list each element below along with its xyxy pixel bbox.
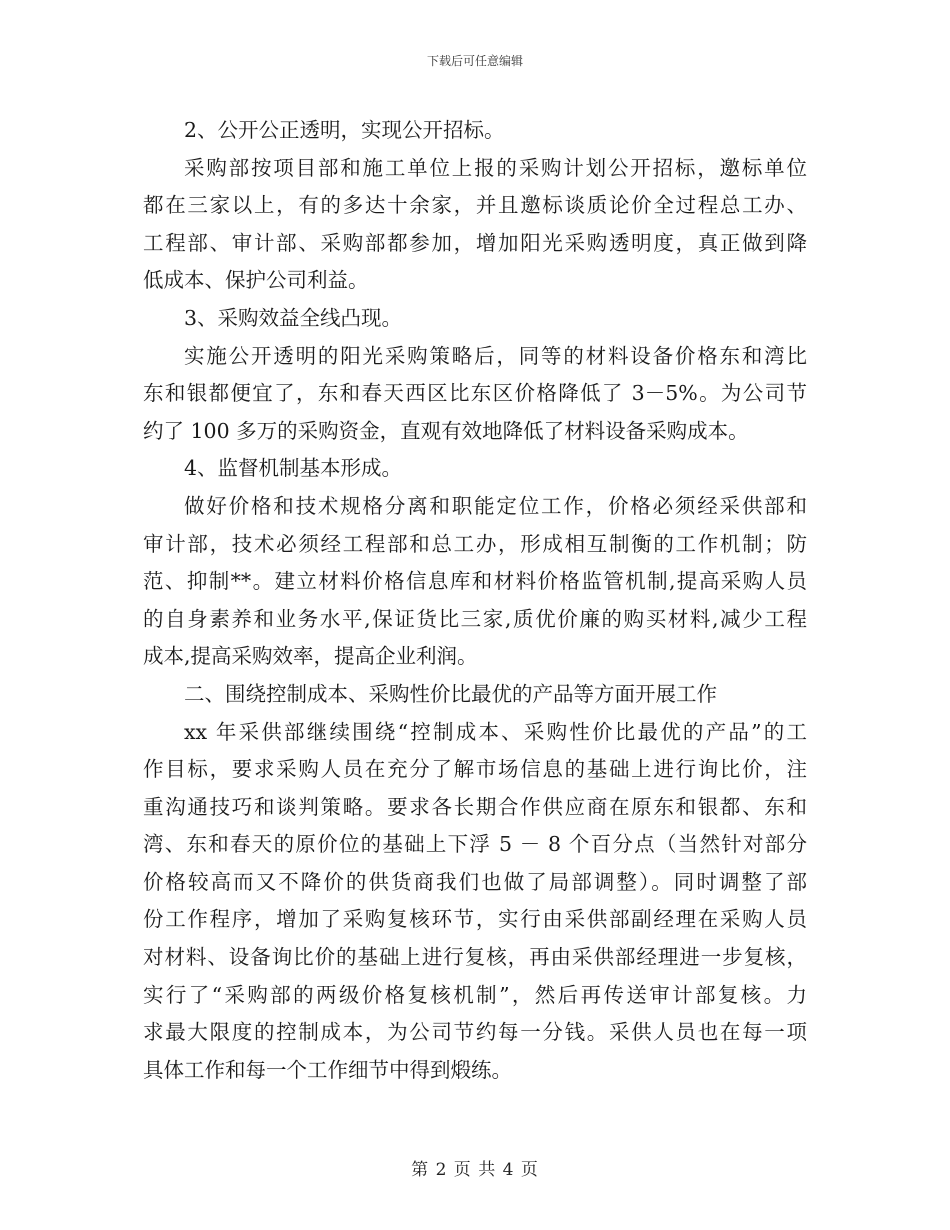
body-text-line: 的自身素养和业务水平,保证货比三家,质优价廉的购买材料,减少工程	[143, 606, 807, 631]
body-text-line: 求最大限度的控制成本，为公司节约每一分钱。采供人员也在每一项	[143, 1020, 807, 1045]
body-text-line: 重沟通技巧和谈判策略。要求各长期合作供应商在原东和银都、东和	[143, 794, 807, 819]
body-text-line: xx 年采供部继续围绕“控制成本、采购性价比最优的产品”的工	[184, 719, 807, 744]
body-text-line: 东和银都便宜了，东和春天西区比东区价格降低了 3－5%。为公司节	[143, 381, 807, 406]
body-text-line: 范、抑制**。建立材料价格信息库和材料价格监管机制,提高采购人员	[143, 569, 807, 594]
body-text-line: 采购部按项目部和施工单位上报的采购计划公开招标，邀标单位	[184, 155, 807, 180]
body-text-line: 对材料、设备询比价的基础上进行复核，再由采供部经理进一步复核，	[143, 945, 807, 970]
body-text-line: 都在三家以上，有的多达十余家，并且邀标谈质论价全过程总工办、	[143, 193, 807, 218]
body-text-line: 审计部，技术必须经工程部和总工办，形成相互制衡的工作机制；防	[143, 531, 807, 556]
body-text-line: 2、公开公正透明，实现公开招标。	[184, 118, 505, 142]
page-number-footer: 第 2 页 共 4 页	[411, 1160, 539, 1180]
body-text-line: 作目标，要求采购人员在充分了解市场信息的基础上进行询比价，注	[143, 757, 807, 782]
body-text-line: 二、围绕控制成本、采购性价比最优的产品等方面开展工作	[184, 681, 717, 706]
body-text-line: 低成本、保护公司利益。	[143, 268, 369, 293]
body-text-line: 做好价格和技术规格分离和职能定位工作，价格必须经采供部和	[184, 493, 807, 518]
body-text-line: 具体工作和每一个工作细节中得到煅练。	[143, 1057, 512, 1082]
body-text-line: 价格较高而又不降价的供货商我们也做了局部调整）。同时调整了部	[143, 869, 807, 894]
body-text-line: 成本,提高采购效率，提高企业利润。	[143, 644, 478, 669]
body-text-line: 4、监督机制基本形成。	[184, 456, 403, 481]
body-text-line: 湾、东和春天的原价位的基础上下浮 5 － 8 个百分点（当然针对部分	[143, 832, 807, 857]
body-text-line: 3、采购效益全线凸现。	[184, 305, 403, 330]
page-header-note: 下载后可任意编辑	[426, 54, 523, 68]
document-body	[143, 112, 807, 1089]
body-text-line: 实行了“采购部的两级价格复核机制”，然后再传送审计部复核。力	[143, 982, 807, 1007]
body-text-line: 工程部、审计部、采购部都参加，增加阳光采购透明度，真正做到降	[143, 230, 807, 255]
body-text-line: 份工作程序，增加了采购复核环节，实行由采供部副经理在采购人员	[143, 907, 807, 932]
body-text-line: 约了 100 多万的采购资金，直观有效地降低了材料设备采购成本。	[143, 418, 749, 443]
body-text-line: 实施公开透明的阳光采购策略后，同等的材料设备价格东和湾比	[184, 343, 807, 368]
